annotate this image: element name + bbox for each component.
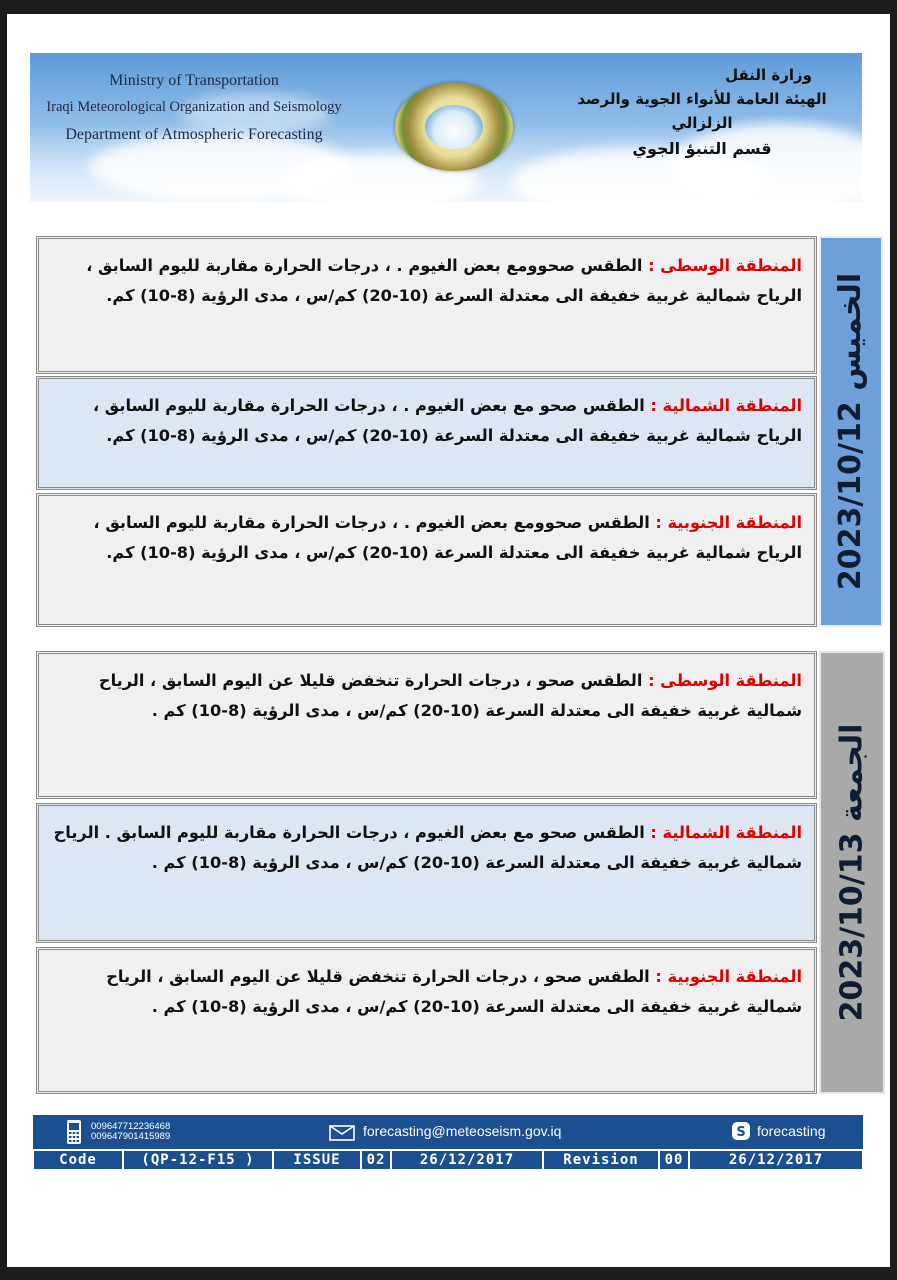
region-label: المنطقة الجنوبية : (655, 513, 802, 532)
region-label: المنطقة الجنوبية : (655, 967, 802, 986)
forecast-text: الطقس صحو ، درجات الحرارة تنخفض قليلا عن اليوم السابق ، الرياح شمالية غربية خفيفة الى معتدلة السرعة (10-20) كم/س ، مدى الرؤية (8-10) كم . (98, 671, 802, 720)
department-name-ar: قسم التنبؤ الجوي (632, 139, 772, 158)
header-arabic (552, 63, 852, 163)
day2-date: 2023/10/13 (834, 832, 870, 1022)
phone-number-2[interactable]: 009647901415989 (91, 1131, 171, 1142)
header-english (44, 67, 344, 148)
forecast-day2-central (36, 651, 817, 799)
region-label: المنطقة الشمالية : (650, 823, 802, 842)
issue-label: ISSUE (273, 1150, 361, 1170)
forecast-text: الطقس صحو ، درجات الحرارة تنخفض قليلا عن اليوم السابق ، الرياح شمالية غربية خفيفة الى معتدلة السرعة (10-20) كم/س ، مدى الرؤية (8-10) كم . (106, 967, 802, 1016)
forecast-text: الطقس صحو مع بعض الغيوم ، درجات الحرارة مقاربة لليوم السابق . الرياح شمالية غربية خفيفة الى معتدلة السرعة (10-20) كم/س ، مدى الرؤية (8-10) كم . (53, 823, 802, 872)
forecast-day2-south (36, 947, 817, 1094)
ministry-name-en: Ministry of Transportation (109, 72, 279, 89)
skype-icon (731, 1121, 751, 1141)
phone-number-1[interactable]: 009647712236468 (91, 1121, 171, 1132)
email-icon (329, 1125, 355, 1141)
region-label: المنطقة الشمالية : (650, 396, 802, 415)
revision-number: 00 (659, 1150, 689, 1170)
contact-bar (33, 1115, 863, 1149)
issue-date: 26/12/2017 (391, 1150, 543, 1170)
forecast-day1-central (36, 236, 817, 374)
day2-name: الجمعة (834, 723, 870, 823)
forecast-day2-north (36, 803, 817, 943)
forecast-text: الطقس صحوومع بعض الغيوم . ، درجات الحرارة مقاربة لليوم السابق ، الرياح شمالية غربية خفيفة الى معتدلة السرعة (10-20) كم/س ، مدى الرؤية (8-10) كم. (86, 256, 802, 305)
code-value: (QP-12-F15 ) (123, 1150, 273, 1170)
day1-name: الخميس (833, 272, 869, 391)
region-label: المنطقة الوسطى : (648, 256, 802, 275)
department-name-en: Department of Atmospheric Forecasting (65, 126, 323, 143)
forecast-day1-north (36, 376, 817, 490)
day1-band (819, 236, 883, 627)
organization-seal-icon (395, 83, 513, 171)
forecast-day1-south (36, 493, 817, 627)
revision-date: 26/12/2017 (689, 1150, 863, 1170)
day1-date: 2023/10/12 (833, 401, 869, 591)
day2-label (835, 724, 870, 1022)
document-code-bar (33, 1149, 863, 1170)
code-label: Code (33, 1150, 123, 1170)
phone-numbers (91, 1122, 170, 1142)
email-link[interactable]: forecasting@meteoseism.gov.iq (363, 1123, 562, 1139)
day2-band (819, 651, 885, 1094)
day1-label (834, 273, 869, 590)
svg-text:S: S (736, 1125, 746, 1140)
region-label: المنطقة الوسطى : (648, 671, 802, 690)
phone-icon (65, 1119, 83, 1145)
organization-name-ar: الهيئة العامة للأنواء الجوية والرصد الزلزالي (577, 90, 827, 132)
skype-handle[interactable]: forecasting (757, 1123, 826, 1139)
revision-label: Revision (543, 1150, 659, 1170)
header-banner (30, 53, 862, 202)
ministry-name-ar: وزارة النقل (725, 66, 812, 84)
organization-name-en: Iraqi Meteorological Organization and Seismology (46, 99, 342, 115)
forecast-text: الطقس صحو مع بعض الغيوم . ، درجات الحرارة مقاربة لليوم السابق ، الرياح شمالية غربية خفيفة الى معتدلة السرعة (10-20) كم/س ، مدى الرؤية (8-10) كم. (92, 396, 802, 445)
forecast-text: الطقس صحوومع بعض الغيوم . ، درجات الحرارة مقاربة لليوم السابق ، الرياح شمالية غربية خفيفة الى معتدلة السرعة (10-20) كم/س ، مدى الرؤية (8-10) كم. (93, 513, 802, 562)
issue-number: 02 (361, 1150, 391, 1170)
